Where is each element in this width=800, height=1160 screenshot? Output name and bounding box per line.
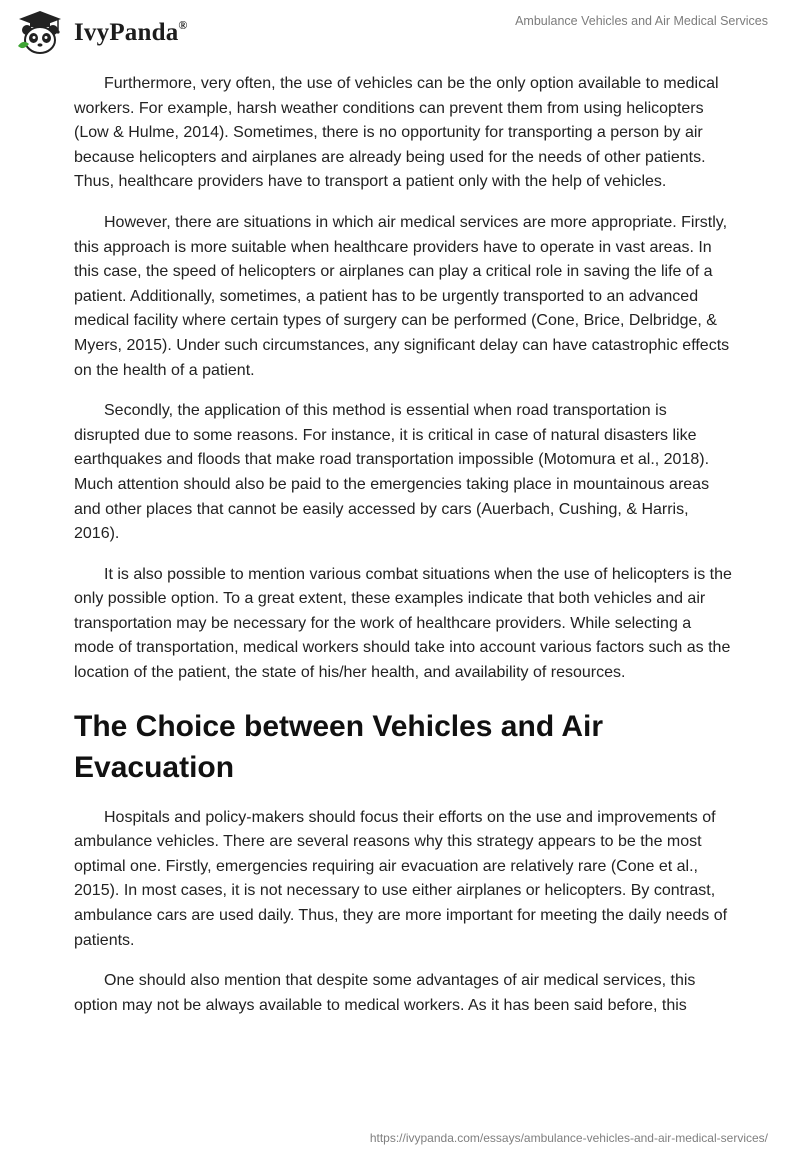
panda-graduate-icon <box>14 8 66 58</box>
paragraph: Secondly, the application of this method is essential when road transportation is disrupted due to some reasons. For instance, it is critical in case of natural disasters like earthquakes and floods that make road transportation impossible (Motomura et al., 2018). Much attention should also be paid to the emergencies taking place in mountainous areas and other places that cannot be easily accessed by cars (Auerbach, Cushing, & Harris, 2016). <box>74 402 710 543</box>
essay-body <box>74 72 734 1034</box>
ivypanda-logo[interactable] <box>14 8 188 58</box>
document-title: Ambulance Vehicles and Air Medical Services <box>515 14 768 28</box>
brand-name: IvyPanda® <box>74 17 188 46</box>
paragraph: However, there are situations in which air medical services are more appropriate. Firstly, this approach is more suitable when healthcare providers have to operate in vast areas. In this case, the speed of helicopters or airplanes can play a critical role in saving the life of a patient. Additionally, sometimes, a patient has to be urgently transported to an advanced medical facility where certain types of surgery can be performed (Cone, Brice, Delbridge, & Myers, 2015). Under such circumstances, any significant delay can have catastrophic effects on the health of a patient. <box>74 213 730 379</box>
source-url[interactable]: https://ivypanda.com/essays/ambulance-vehicles-and-air-medical-services/ <box>369 1131 768 1145</box>
paragraph: Furthermore, very often, the use of vehicles can be the only option available to medical workers. For example, harsh weather conditions can prevent them from using helicopters (Low & Hulme, 2014). Sometimes, there is no opportunity for transporting a person by air because helicopters and airplanes are already being used for the needs of other patients. Thus, healthcare providers have to transport a patient only with the help of vehicles. <box>74 75 719 191</box>
page-header <box>0 0 800 66</box>
paragraph: It is also possible to mention various combat situations when the use of helicopters is the only possible option. To a great extent, these examples indicate that both vehicles and air transportation may be necessary for the work of healthcare providers. While selecting a mode of transportation, medical workers should take into account various factors such as the location of the patient, the state of his/her health, and availability of resources. <box>74 565 732 682</box>
section-heading: The Choice between Vehicles and Air Evacuation <box>74 709 604 784</box>
paragraph: One should also mention that despite some advantages of air medical services, this option may not be always available to medical workers. As it has been said before, this <box>74 972 696 1014</box>
paragraph: Hospitals and policy-makers should focus their efforts on the use and improvements of ambulance vehicles. There are several reasons why this strategy appears to be the most optimal one. Firstly, emergencies requiring air evacuation are relatively rare (Cone et al., 2015). In most cases, it is not necessary to use either airplanes or helicopters. By contrast, ambulance cars are used daily. Thus, they are more important for meeting the daily needs of patients. <box>74 808 728 949</box>
